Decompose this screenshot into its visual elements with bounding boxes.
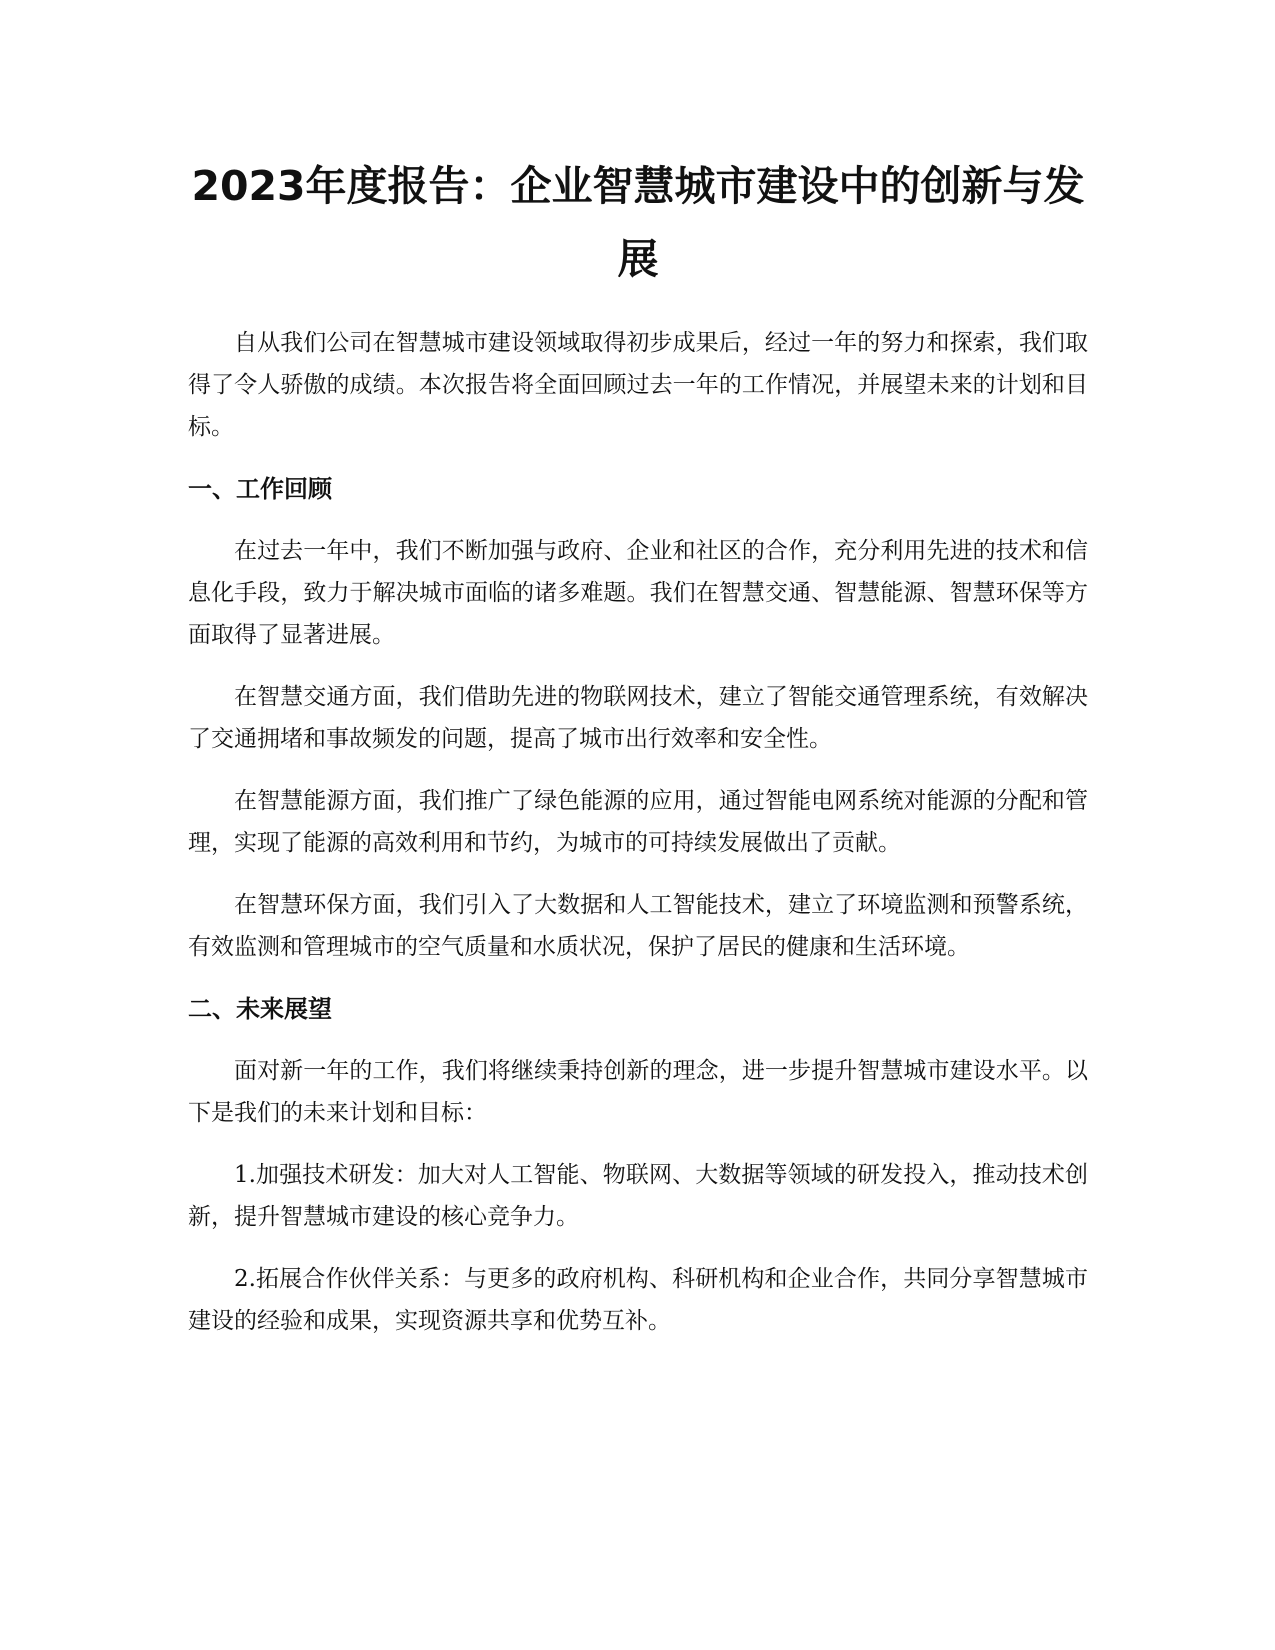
section-heading-work-review: 一、工作回顾 <box>188 475 332 503</box>
list-item: 2.拓展合作伙伴关系：与更多的政府机构、科研机构和企业合作，共同分享智慧城市建设的经验和成果，实现资源共享和优势互补。 <box>188 1266 1088 1334</box>
paragraph: 在智慧交通方面，我们借助先进的物联网技术，建立了智能交通管理系统，有效解决了交通拥堵和事故频发的问题，提高了城市出行效率和安全性。 <box>188 684 1088 752</box>
paragraph: 在智慧能源方面，我们推广了绿色能源的应用，通过智能电网系统对能源的分配和管理，实现了能源的高效利用和节约，为城市的可持续发展做出了贡献。 <box>188 788 1088 856</box>
intro-paragraph: 自从我们公司在智慧城市建设领域取得初步成果后，经过一年的努力和探索，我们取得了令人骄傲的成绩。本次报告将全面回顾过去一年的工作情况，并展望未来的计划和目标。 <box>188 330 1088 440</box>
paragraph: 在智慧环保方面，我们引入了大数据和人工智能技术，建立了环境监测和预警系统，有效监测和管理城市的空气质量和水质状况，保护了居民的健康和生活环境。 <box>188 892 1088 960</box>
document-page <box>188 150 1088 1362</box>
list-item: 1.加强技术研发：加大对人工智能、物联网、大数据等领域的研发投入，推动技术创新，提升智慧城市建设的核心竞争力。 <box>188 1162 1088 1230</box>
paragraph: 在过去一年中，我们不断加强与政府、企业和社区的合作，充分利用先进的技术和信息化手段，致力于解决城市面临的诸多难题。我们在智慧交通、智慧能源、智慧环保等方面取得了显著进展。 <box>188 538 1088 648</box>
paragraph: 面对新一年的工作，我们将继续秉持创新的理念，进一步提升智慧城市建设水平。以下是我们的未来计划和目标： <box>188 1058 1088 1126</box>
section-heading-future-outlook: 二、未来展望 <box>188 995 332 1023</box>
page-title: 2023年度报告：企业智慧城市建设中的创新与发展 <box>191 162 1085 283</box>
